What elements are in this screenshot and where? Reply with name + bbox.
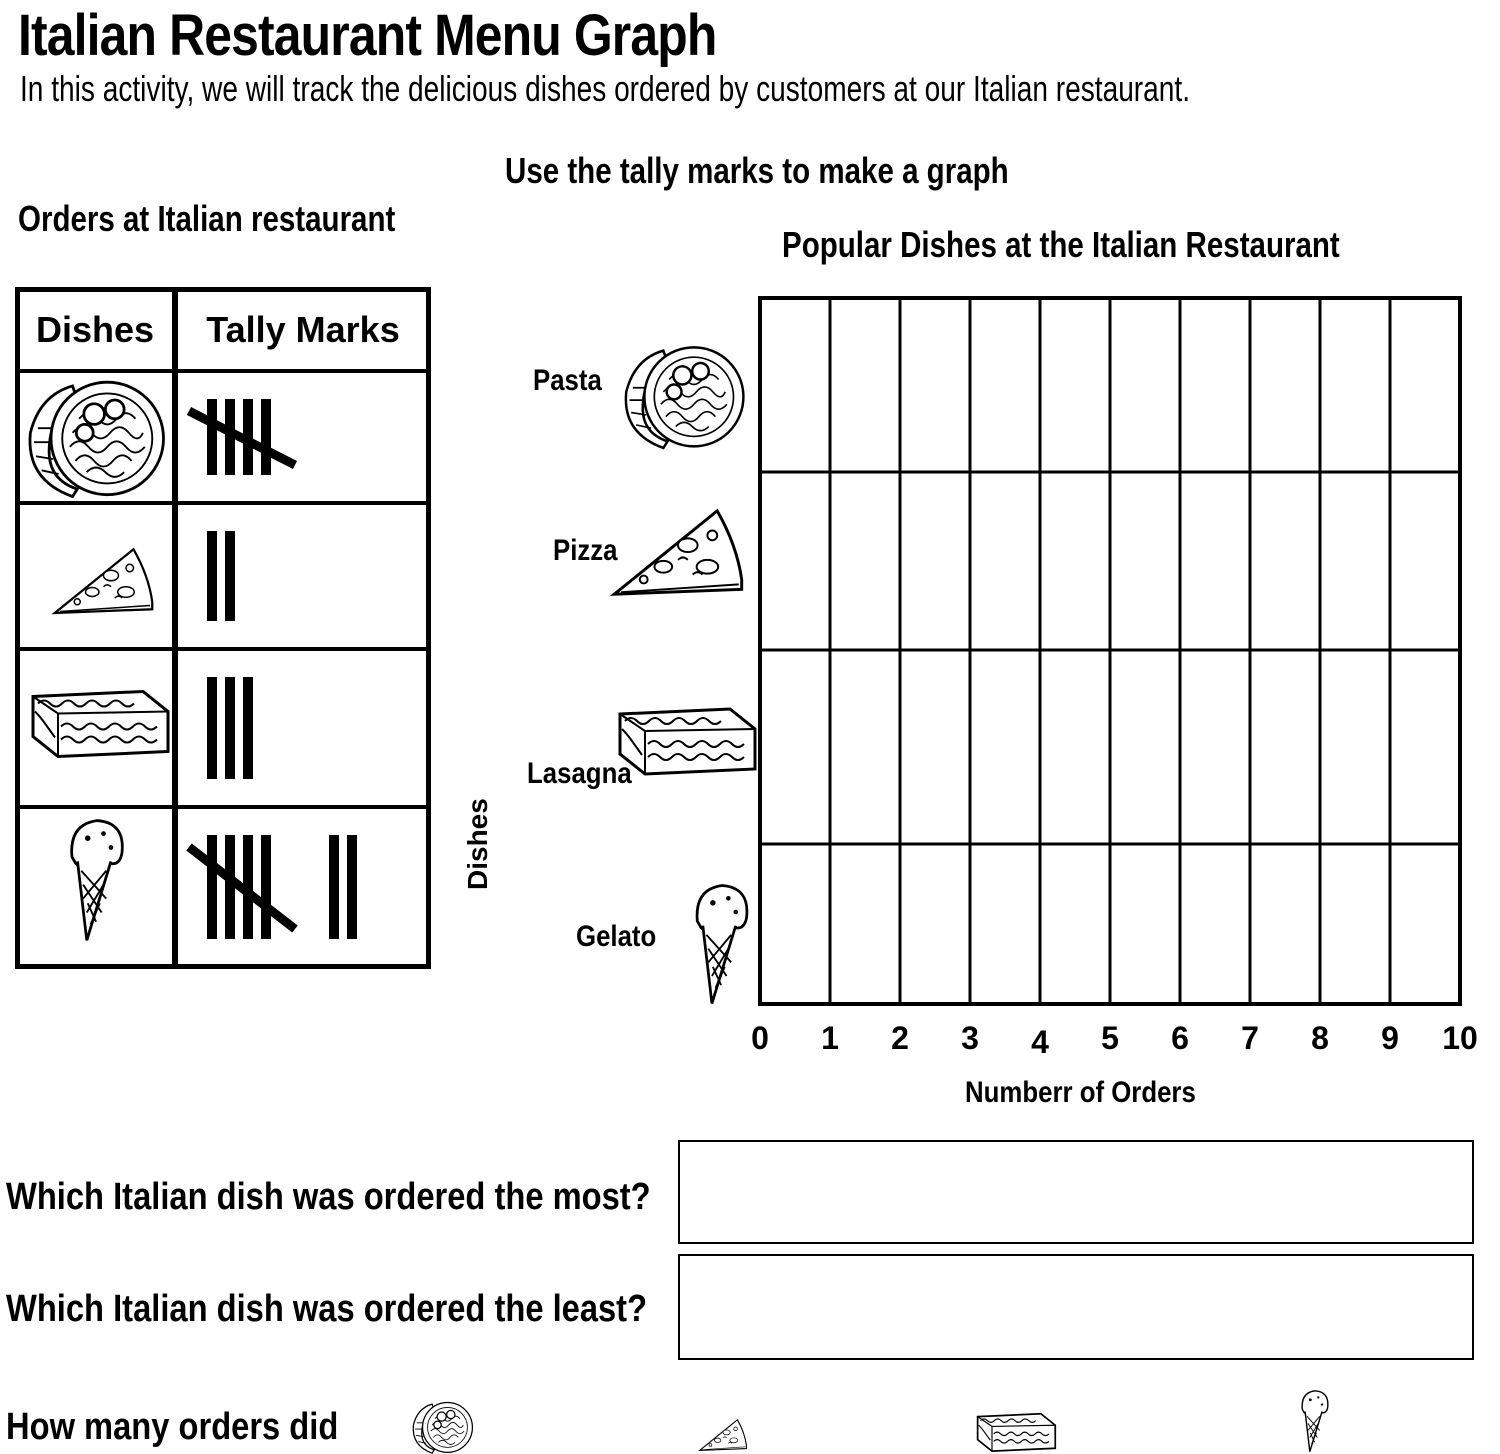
pasta-icon (21, 375, 171, 500)
answer-box-most[interactable] (678, 1140, 1474, 1244)
tally-marks (175, 287, 431, 969)
gelato-icon (1285, 1388, 1345, 1454)
tally-stroke (329, 835, 339, 939)
worksheet-intro: In this activity, we will track the delicious dishes ordered by customers at our Italian restaurant. (20, 68, 1190, 109)
x-tick-label: 6 (1171, 1020, 1189, 1056)
x-tick-label: 9 (1381, 1020, 1399, 1056)
pizza-icon (688, 1418, 758, 1454)
x-tick-label: 10 (1442, 1020, 1478, 1056)
tally-slash (189, 411, 295, 465)
category-label-pizza: Pizza (553, 534, 618, 567)
lasagna-icon (610, 698, 760, 780)
worksheet-title: Italian Restaurant Menu Graph (18, 3, 717, 68)
tally-stroke (207, 677, 217, 779)
tally-stroke (225, 677, 235, 779)
tally-group-3 (207, 677, 253, 779)
header-tally-marks: Tally Marks (206, 309, 400, 350)
chart-title: Popular Dishes at the Italian Restaurant (782, 224, 1340, 265)
x-tick-label: 7 (1241, 1020, 1259, 1056)
x-tick-label: 1 (821, 1020, 839, 1056)
lasagna-icon (23, 679, 173, 764)
tally-stroke (261, 835, 271, 939)
bar-graph (440, 290, 1500, 1110)
tally-stroke (225, 531, 235, 621)
y-axis-label: Dishes (462, 798, 493, 890)
tally-table-caption: Orders at Italian restaurant (18, 198, 396, 239)
x-tick-label: 4 (1031, 1024, 1049, 1060)
tally-slash (189, 847, 295, 929)
gelato-icon (63, 815, 131, 945)
x-tick-label: 0 (751, 1020, 769, 1056)
pasta-icon (618, 342, 750, 450)
pasta-icon (395, 1400, 490, 1454)
tally-stroke (207, 399, 217, 475)
category-label-pasta: Pasta (533, 364, 602, 397)
tally-stroke (207, 531, 217, 621)
category-label-lasagna: Lasagna (527, 757, 632, 790)
pizza-icon (608, 506, 748, 604)
tally-stroke (261, 399, 271, 475)
question-how-many: How many orders did (6, 1406, 339, 1448)
tally-stroke (347, 835, 357, 939)
answer-box-least[interactable] (678, 1254, 1474, 1360)
tally-group-1 (189, 399, 295, 475)
question-most: Which Italian dish was ordered the most? (6, 1176, 651, 1218)
lasagna-icon (940, 1408, 1090, 1454)
category-label-gelato: Gelato (576, 920, 657, 953)
tally-table (15, 287, 431, 969)
question-least: Which Italian dish was ordered the least? (6, 1288, 648, 1330)
pizza-icon (51, 545, 156, 621)
x-axis-label: Numberr of Orders (965, 1076, 1196, 1109)
x-tick-label: 3 (961, 1020, 979, 1056)
tally-stroke (243, 677, 253, 779)
graph-instruction: Use the tally marks to make a graph (505, 150, 1009, 191)
x-tick-label: 5 (1101, 1020, 1119, 1056)
graph-grid (440, 290, 1500, 1110)
gelato-icon (688, 880, 756, 1008)
x-tick-label: 2 (891, 1020, 909, 1056)
tally-group-2 (207, 531, 235, 621)
tally-group-4 (189, 835, 357, 939)
tally-stroke (207, 835, 217, 939)
x-tick-label: 8 (1311, 1020, 1329, 1056)
header-dishes: Dishes (35, 309, 155, 350)
